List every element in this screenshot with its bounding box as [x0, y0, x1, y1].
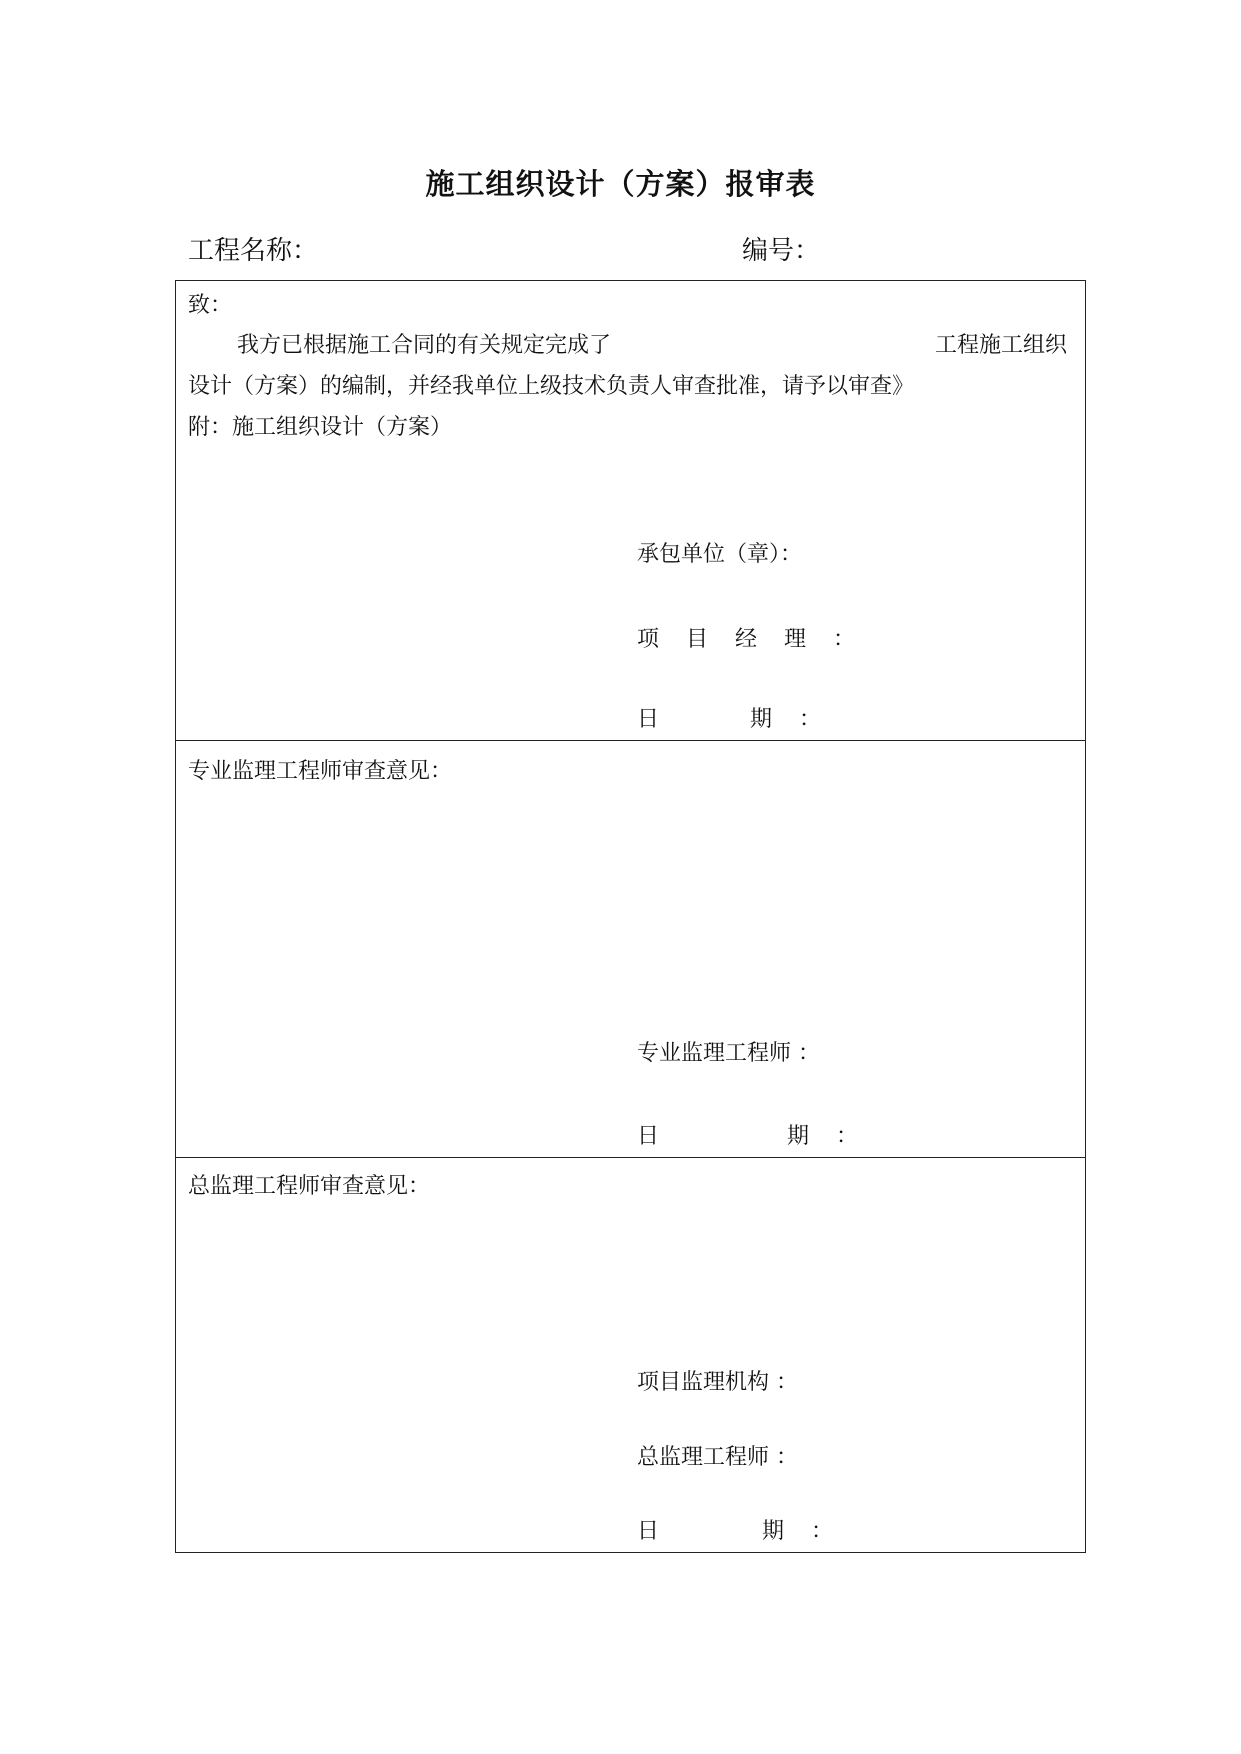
supervision-organization-label: 项目监理机构 ：	[637, 1370, 798, 1395]
specialist-engineer-label: 专业监理工程师 ：	[637, 1041, 820, 1066]
contractor-label: 承包单位（章）：	[637, 542, 803, 567]
chief-engineer-label: 总监理工程师 ：	[637, 1445, 798, 1470]
submission-section	[176, 281, 1085, 740]
date-label-char2: 期 ：	[787, 1124, 868, 1149]
date-label-char2: 期 ：	[762, 1519, 843, 1544]
to-label: 致：	[188, 293, 233, 318]
date-label-char1: 日	[637, 1124, 660, 1149]
body-line-2: 设计（方案）的编制，并经我单位上级技术负责人审查批准，请予以审查》	[188, 374, 915, 399]
project-name-label: 工程名称：	[188, 236, 319, 266]
project-manager-label: 项 目 经 理 ：	[637, 627, 865, 652]
specialist-review-heading: 专业监理工程师审查意见：	[188, 759, 453, 784]
chief-review-section	[176, 1157, 1085, 1552]
date-label-char1: 日	[637, 1519, 660, 1544]
form-title: 施工组织设计（方案）报审表	[425, 167, 816, 201]
date-label-char1: 日	[637, 707, 660, 732]
body-line-1-right: 工程施工组织	[935, 333, 1068, 358]
specialist-review-section	[176, 740, 1085, 1157]
number-label: 编号：	[742, 236, 821, 266]
approval-form-table	[175, 280, 1086, 1553]
chief-review-heading: 总监理工程师审查意见：	[188, 1174, 431, 1199]
date-label-char2: 期 ：	[750, 707, 831, 732]
body-line-1-left: 我方已根据施工合同的有关规定完成了	[237, 333, 612, 358]
attachment-line: 附：施工组织设计（方案）	[188, 415, 453, 440]
